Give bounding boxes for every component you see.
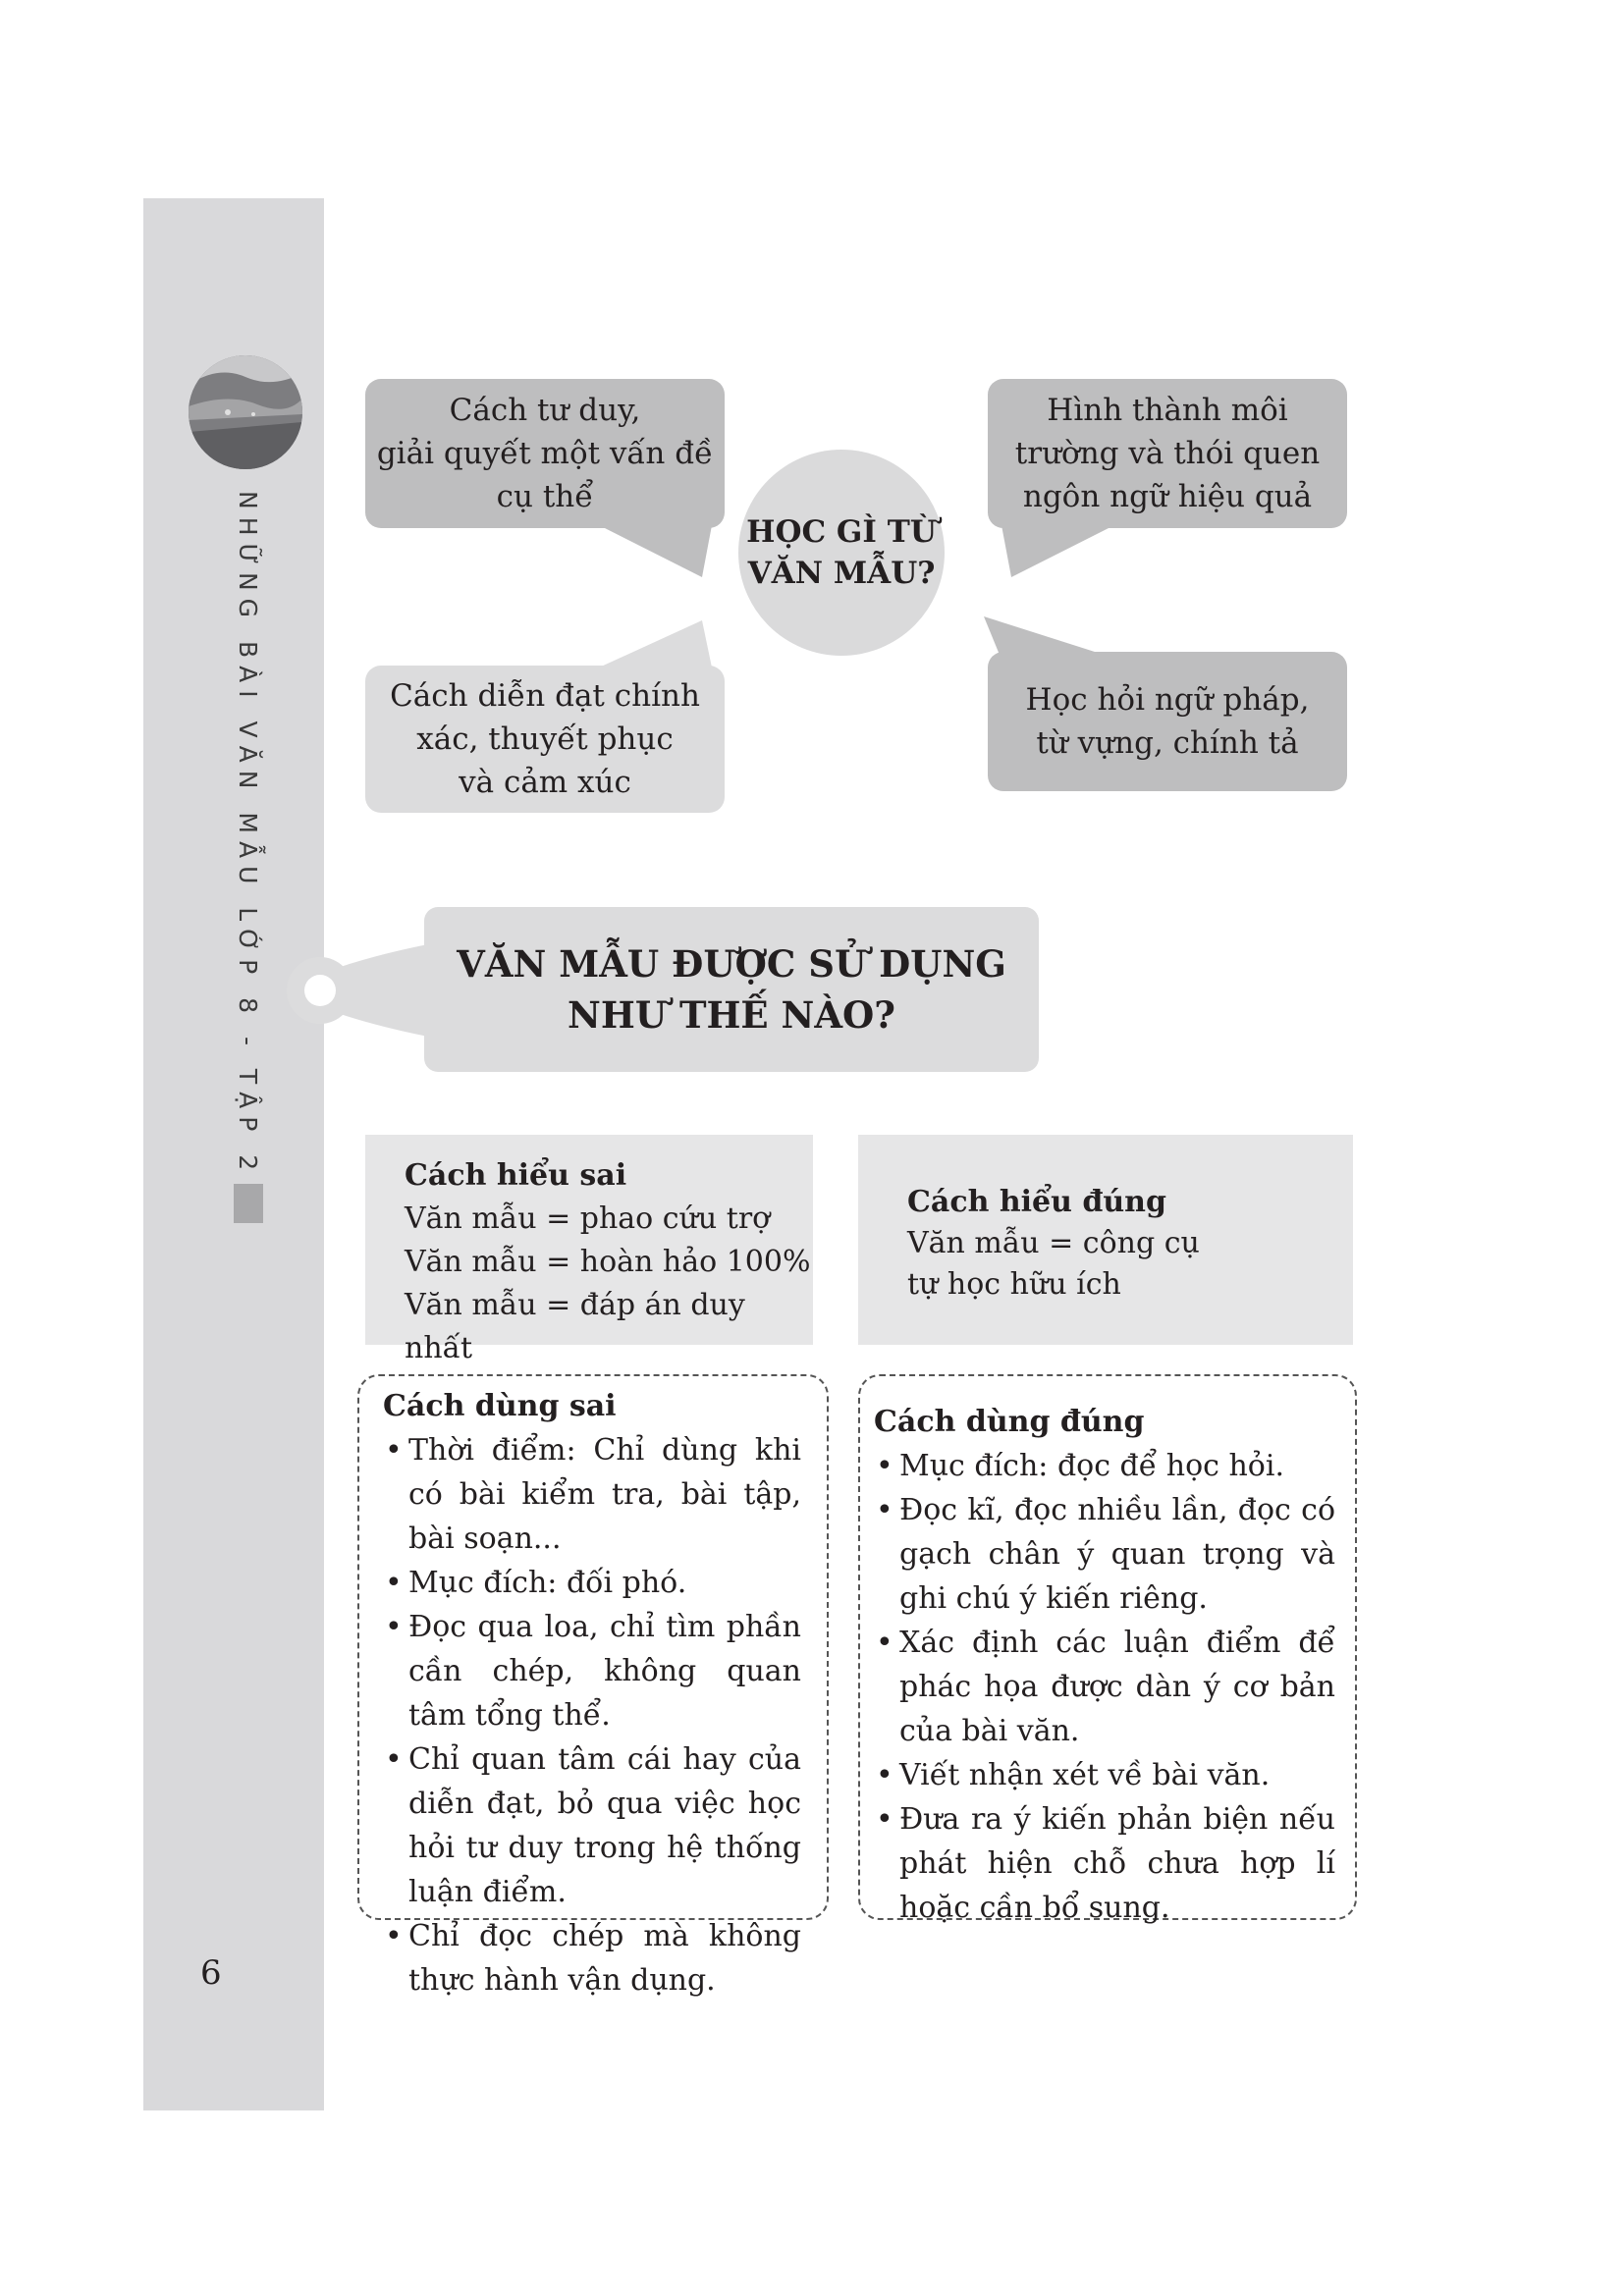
right-usage-box	[858, 1374, 1357, 1925]
list-item: • Chỉ quan tâm cái hay của diễn đạt, bỏ qua việc học hỏi tư duy trong hệ thống luận điểm.	[383, 1737, 801, 1914]
right-understanding-line: Văn mẫu = công cụ	[907, 1226, 1200, 1260]
heading-connector	[281, 936, 438, 1044]
wrong-understanding-heading: Cách hiểu sai	[405, 1158, 627, 1193]
bubble-thinking-line: Cách tư duy,	[449, 393, 641, 428]
right-usage-heading: Cách dùng đúng	[874, 1405, 1145, 1439]
pointer-top-left	[599, 525, 712, 577]
bubble-habits-line: ngôn ngữ hiệu quả	[1022, 479, 1313, 514]
list-item: • Mục đích: đọc để học hỏi.	[874, 1444, 1335, 1488]
list-item: • Đưa ra ý kiến phản biện nếu phát hiện chỗ chưa hợp lí hoặc cần bổ sung.	[874, 1797, 1335, 1930]
right-understanding-panel	[858, 1135, 1353, 1345]
how-used-heading	[424, 907, 1039, 1072]
wrong-understanding-line: Văn mẫu = đáp án duy nhất	[405, 1288, 745, 1365]
bubble-expression	[365, 666, 725, 813]
list-item: • Mục đích: đối phó.	[383, 1561, 801, 1605]
list-item: • Viết nhận xét về bài văn.	[874, 1753, 1335, 1797]
book-title: NHỮNG BÀI VĂN MẪU LỚP 8 - TẬP 2	[234, 491, 262, 1179]
list-item: • Đọc kĩ, đọc nhiều lần, đọc có gạch chân ý quan trọng và ghi chú ý kiến riêng.	[874, 1488, 1335, 1621]
bookmark-icon	[234, 1184, 263, 1223]
bubble-habits	[988, 379, 1347, 528]
bubble-habits-line: trường và thói quen	[1014, 436, 1321, 471]
right-understanding-heading: Cách hiểu đúng	[907, 1185, 1166, 1219]
bubble-habits-line: Hình thành môi	[1047, 393, 1288, 428]
wrong-understanding-line: Văn mẫu = phao cứu trợ	[405, 1201, 771, 1236]
wrong-understanding-line: Văn mẫu = hoàn hảo 100%	[405, 1245, 811, 1279]
wrong-understanding-panel	[365, 1135, 813, 1365]
list-item: • Thời điểm: Chỉ dùng khi có bài kiểm tra, bài tập, bài soạn...	[383, 1428, 801, 1561]
list-item: • Chỉ đọc chép mà không thực hành vận dụng.	[383, 1914, 801, 2002]
how-used-heading-line: VĂN MẪU ĐƯỢC SỬ DỤNG	[457, 942, 1006, 986]
bubble-thinking-line: giải quyết một vấn đề	[376, 436, 714, 471]
center-question-line: HỌC GÌ TỪ	[746, 514, 937, 550]
list-item: • Xác định các luận điểm để phác họa được dàn ý cơ bản của bài văn.	[874, 1621, 1335, 1753]
bubble-grammar-line: từ vựng, chính tả	[1036, 725, 1299, 761]
how-used-heading-line: NHƯ THẾ NÀO?	[568, 993, 895, 1037]
list-item: • Đọc qua loa, chỉ tìm phần cần chép, không quan tâm tổng thể.	[383, 1605, 801, 1737]
learn-diagram	[353, 363, 1365, 834]
right-understanding-line: tự học hữu ích	[907, 1267, 1121, 1302]
bubble-grammar-line: Học hỏi ngữ pháp,	[1025, 682, 1310, 718]
page-number: 6	[200, 1953, 222, 1993]
bubble-thinking	[365, 379, 725, 528]
wrong-usage-heading: Cách dùng sai	[383, 1389, 617, 1423]
bubble-grammar	[988, 652, 1347, 791]
bubble-thinking-line: cụ thể	[496, 479, 594, 514]
pointer-top-right	[1001, 525, 1114, 577]
wrong-usage-list	[383, 1428, 801, 2002]
bubble-expression-line: và cảm xúc	[459, 765, 631, 800]
center-question-line: VĂN MẪU?	[747, 556, 936, 591]
wrong-usage-box	[357, 1374, 829, 1998]
pointer-bottom-left	[599, 620, 712, 667]
bubble-expression-line: xác, thuyết phục	[416, 721, 674, 757]
center-question	[738, 450, 945, 656]
landscape-photo	[189, 355, 302, 469]
right-usage-list	[874, 1444, 1335, 1930]
bubble-expression-line: Cách diễn đạt chính	[390, 678, 700, 714]
